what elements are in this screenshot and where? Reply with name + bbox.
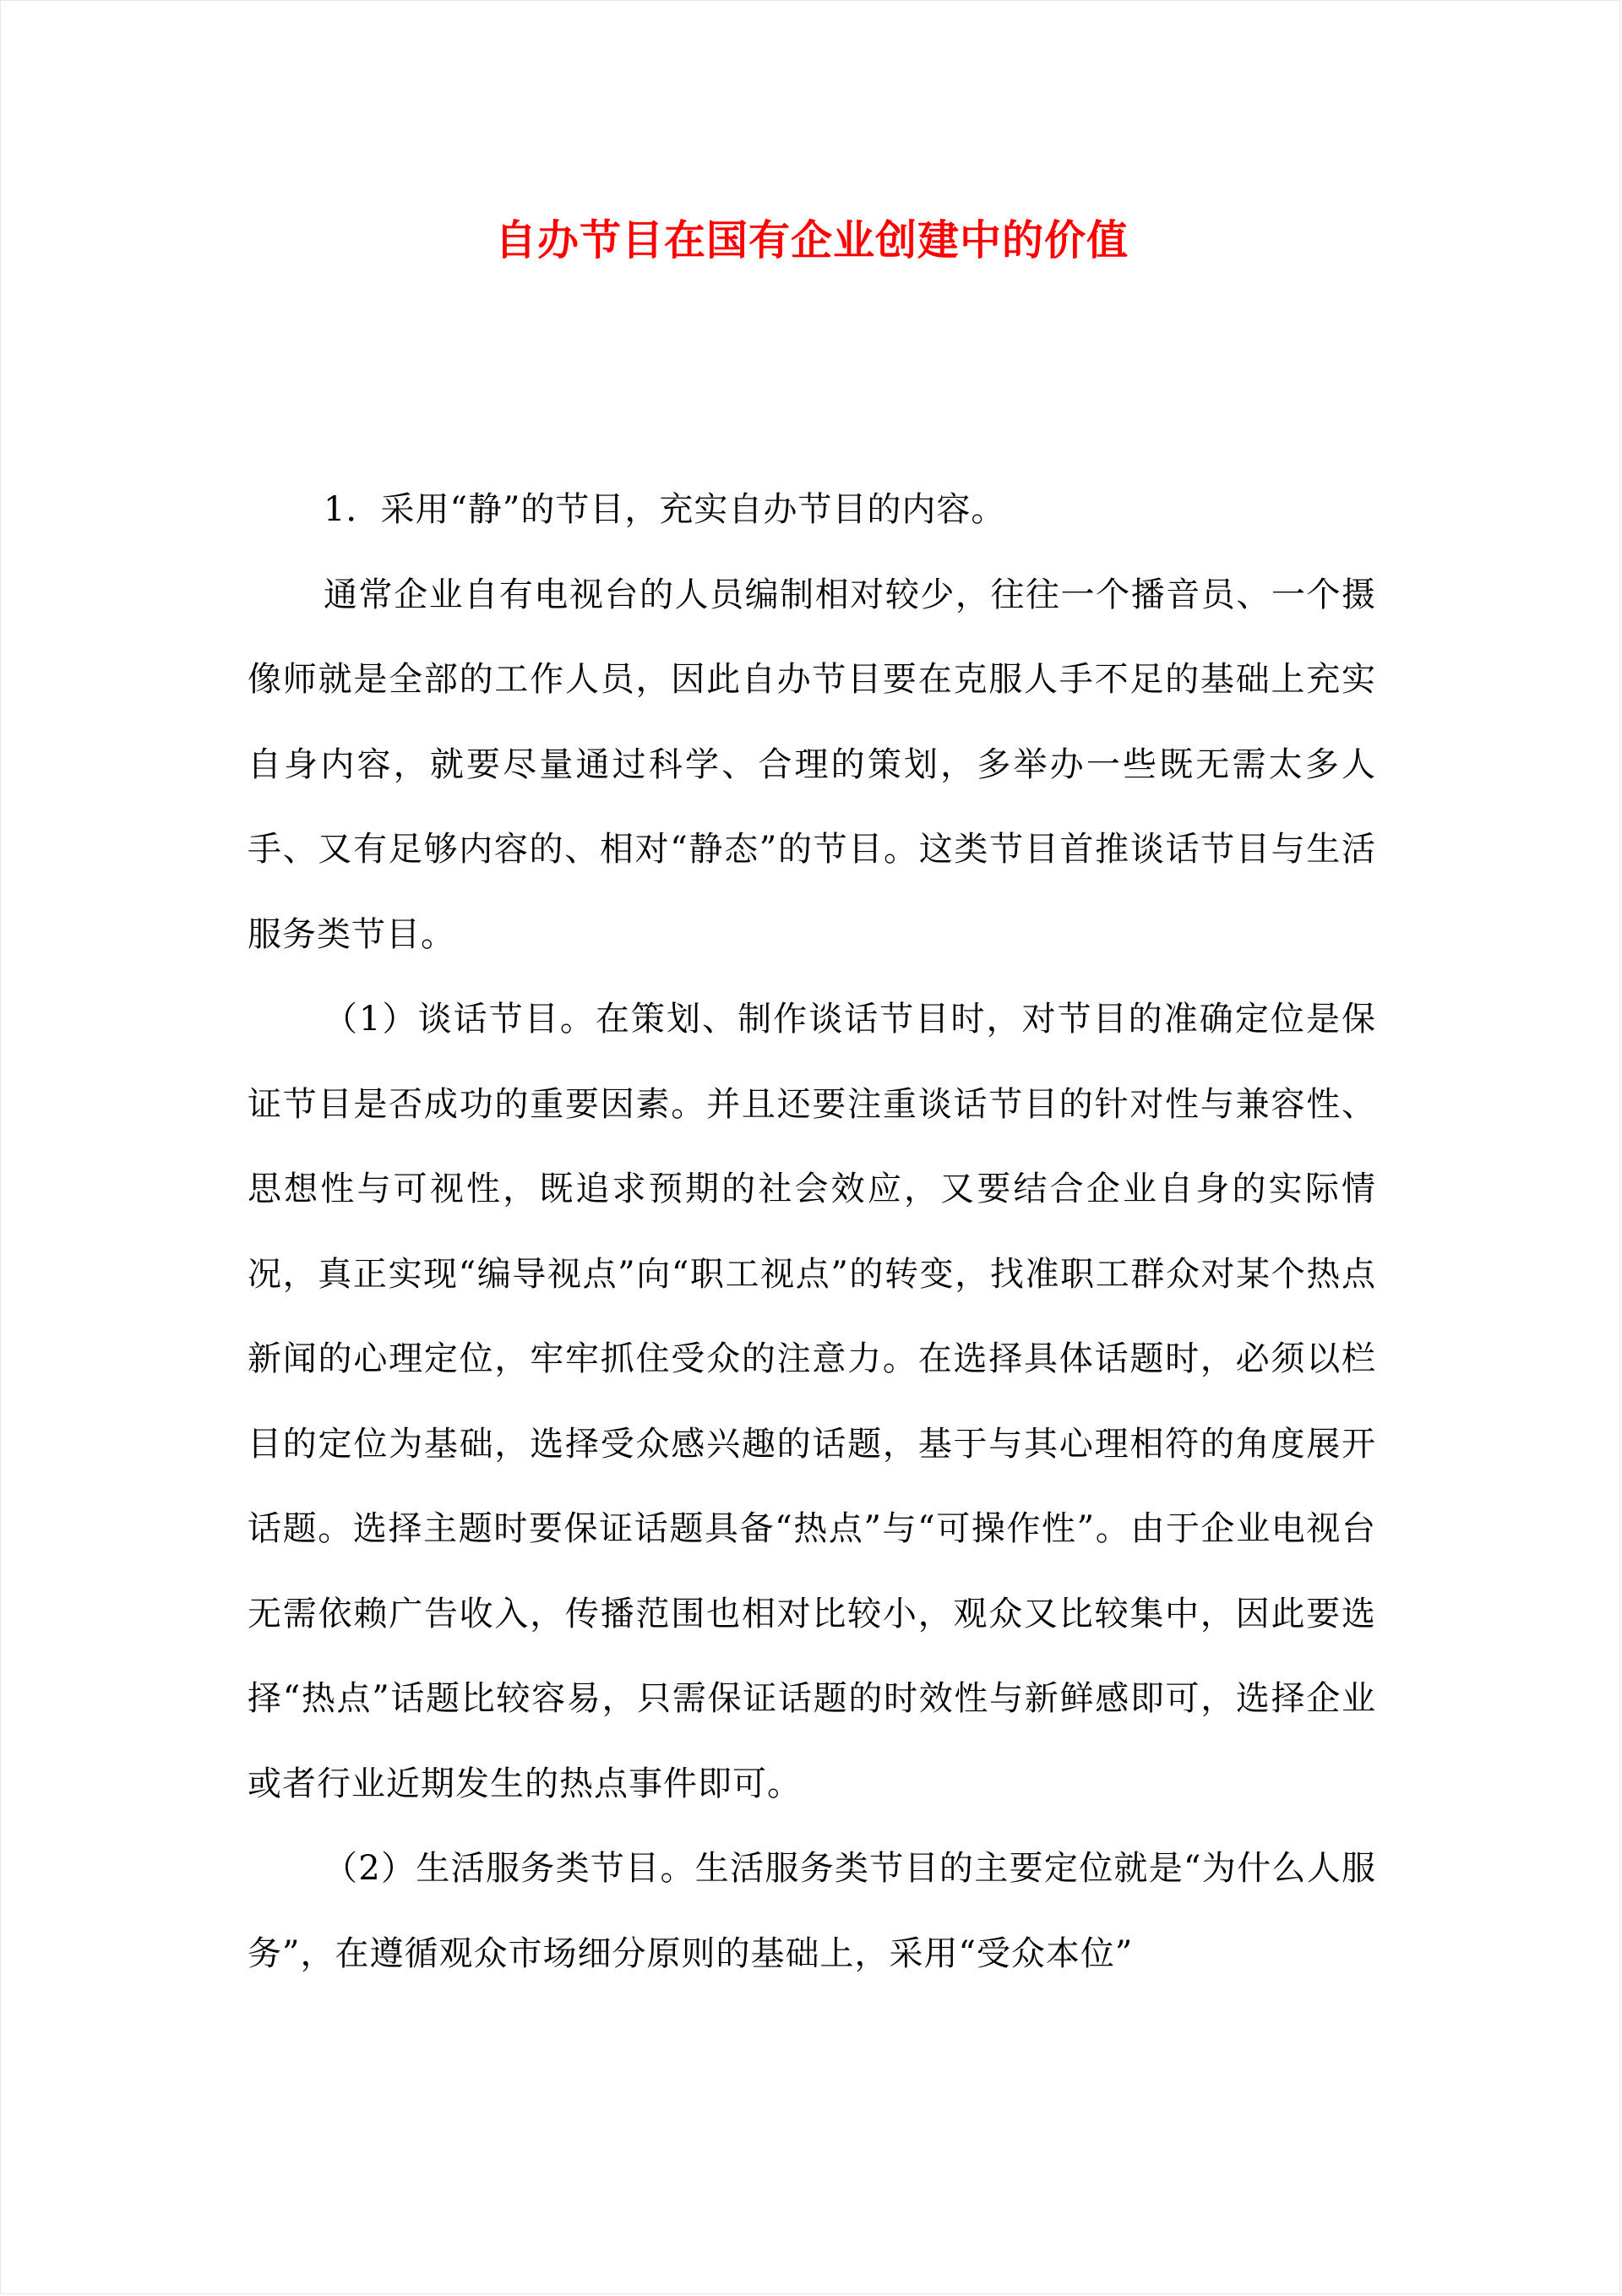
paragraph-intro: 通常企业自有电视台的人员编制相对较少，往往一个播音员、一个摄像师就是全部的工作人员，因此自办节目要在克服人手不足的基础上充实自身内容，就要尽量通过科学、合理的策划，多举办一些既无需太多人手、又有足够内容的、相对“静态”的节目。这类节目首推谈话节目与生活服务类节目。 xyxy=(248,575,1376,954)
paragraph-talk-show: （1）谈话节目。在策划、制作谈话节目时，对节目的准确定位是保证节目是否成功的重要因素。并且还要注重谈话节目的针对性与兼容性、思想性与可视性，既追求预期的社会效应，又要结合企业自身的实际情况，真正实现“编导视点”向“职工视点”的转变，找准职工群众对某个热点新闻的心理定位，牢牢抓住受众的注意力。在选择具体话题时，必须以栏目的定位为基础，选择受众感兴趣的话题，基于与其心理相符的角度展开话题。选择主题时要保证话题具备“热点”与“可操作性”。由于企业电视台无需依赖广告收入，传播范围也相对比较小，观众又比较集中，因此要选择“热点”话题比较容易，只需保证话题的时效性与新鲜感即可，选择企业或者行业近期发生的热点事件即可。 xyxy=(248,1000,1376,1803)
document-body xyxy=(248,467,1376,1996)
paragraph-lifestyle-service: （2）生活服务类节目。生活服务类节目的主要定位就是“为什么人服务”，在遵循观众市场细分原则的基础上，采用“受众本位” xyxy=(248,1849,1376,1973)
paragraph-section-1-heading: 1．采用“静”的节目，充实自办节目的内容。 xyxy=(324,490,1006,529)
document-title: 自办节目在国有企业创建中的价值 xyxy=(494,215,1129,265)
